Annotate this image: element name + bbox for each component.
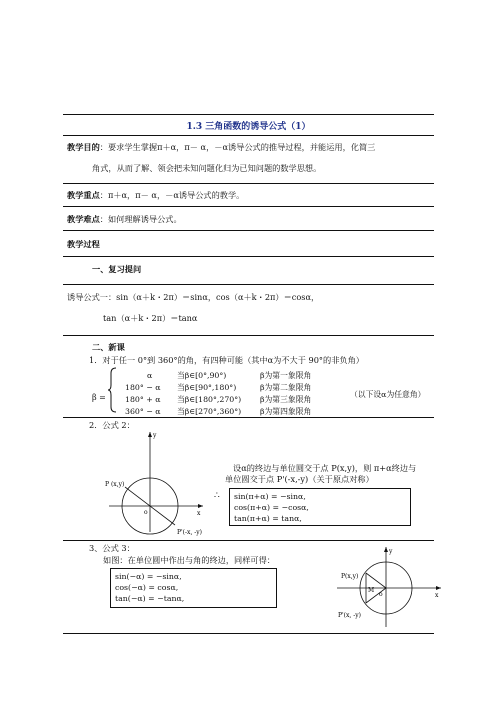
page-title: 1.3 三角函数的诱导公式（1） — [186, 122, 311, 132]
item1-text: 1．对于任一 0°到 360°的角，有四种可能（其中α为不大于 90°的非负角） — [89, 355, 364, 365]
formula2-cos: cos(π+α) = −cosα, — [234, 503, 309, 512]
arbitrary-angle-note: （以下设α为任意角） — [350, 390, 426, 399]
row-rule — [63, 335, 434, 336]
unit-circle-figure-2 — [103, 428, 211, 536]
new-lesson-heading: 二、新课 — [92, 342, 125, 352]
formula3-sin: sin(−α) = −sinα, — [115, 572, 182, 581]
fig3-x-label: x — [435, 592, 439, 599]
row-rule — [63, 183, 434, 184]
item2-desc-line2: 单位圆交于点 P'(-x,-y)（关于原点对称） — [225, 474, 374, 484]
key-point: 教学重点：π＋α，π－ α，－α诱导公式的教学。 — [67, 190, 245, 200]
row-rule — [63, 256, 434, 257]
beta-symbol: β = — [92, 393, 106, 402]
formula3-cos: cos(−α) = cosα, — [115, 583, 179, 592]
table-bottom-rule — [63, 633, 434, 634]
case-row: 360° − α 当β∈[270°,360°) β为第四象限角 — [125, 407, 312, 416]
fig2-p-label: P (x,y) — [105, 481, 125, 488]
item2-heading: 2．公式 2： — [89, 420, 135, 430]
row-rule — [63, 417, 434, 418]
formula2-tan: tan(π+α) = tanα, — [234, 514, 302, 523]
review-heading: 一、复习提问 — [92, 264, 142, 274]
table-top-rule — [63, 114, 434, 115]
difficulty: 教学难点：如何理解诱导公式。 — [67, 214, 182, 224]
formula2-sin: sin(π+α) = −sinα, — [234, 492, 306, 501]
row-rule — [63, 206, 434, 207]
row-rule — [63, 540, 434, 541]
case-row: 180° − α 当β∈[90°,180°) β为第二象限角 — [125, 383, 312, 392]
case-row: 180° + α 当β∈[180°,270°) β为第三象限角 — [125, 395, 312, 404]
fig3-origin-label: o — [379, 591, 383, 598]
review-formula-line1: 诱导公式一：sin（α＋k・2π）＝sinα，cos（α＋k・2π）＝cosα， — [67, 292, 320, 302]
objective-line2: 角式，从而了解、领会把未知问题化归为已知问题的数学思想。 — [92, 163, 322, 173]
unit-circle-figure-3 — [335, 545, 443, 629]
formula3-box — [110, 568, 277, 608]
row-rule — [63, 230, 434, 231]
fig3-y-label: y — [389, 548, 393, 555]
fig2-x-label: x — [197, 510, 201, 517]
row-rule — [63, 284, 434, 285]
process-heading: 教学过程 — [67, 239, 100, 249]
fig2-origin-label: o — [144, 509, 148, 516]
formula3-tan: tan(−α) = −tanα, — [115, 594, 185, 603]
fig2-p-prime-label: P'(-x, -y) — [177, 529, 203, 536]
row-rule — [63, 135, 434, 136]
fig2-y-label: y — [153, 432, 157, 439]
review-formula-line2: tan（α＋k・2π）＝tanα — [103, 313, 198, 323]
case-row: α 当β∈[0°,90°) β为第一象限角 — [147, 371, 312, 380]
left-brace — [107, 367, 119, 413]
fig3-m-label: M — [368, 587, 375, 594]
fig3-p-prime-label: P'(x, -y) — [338, 612, 361, 619]
therefore-symbol: ∴ — [214, 491, 220, 501]
item3-desc: 如图：在单位圆中作出与角的终边，同样可得： — [103, 555, 275, 565]
formula2-box — [229, 488, 411, 526]
fig3-p-label: P(x,y) — [341, 573, 359, 580]
item3-heading: 3、公式 3： — [89, 543, 135, 553]
objective-line1: 教学目的：要求学生掌握π＋α，π－ α，－α诱导公式的推导过程，并能运用，化简三 — [67, 142, 376, 152]
item2-desc-line1: 设α的终边与单位圆交于点 P(x,y)，则 π+α终边与 — [233, 463, 417, 473]
